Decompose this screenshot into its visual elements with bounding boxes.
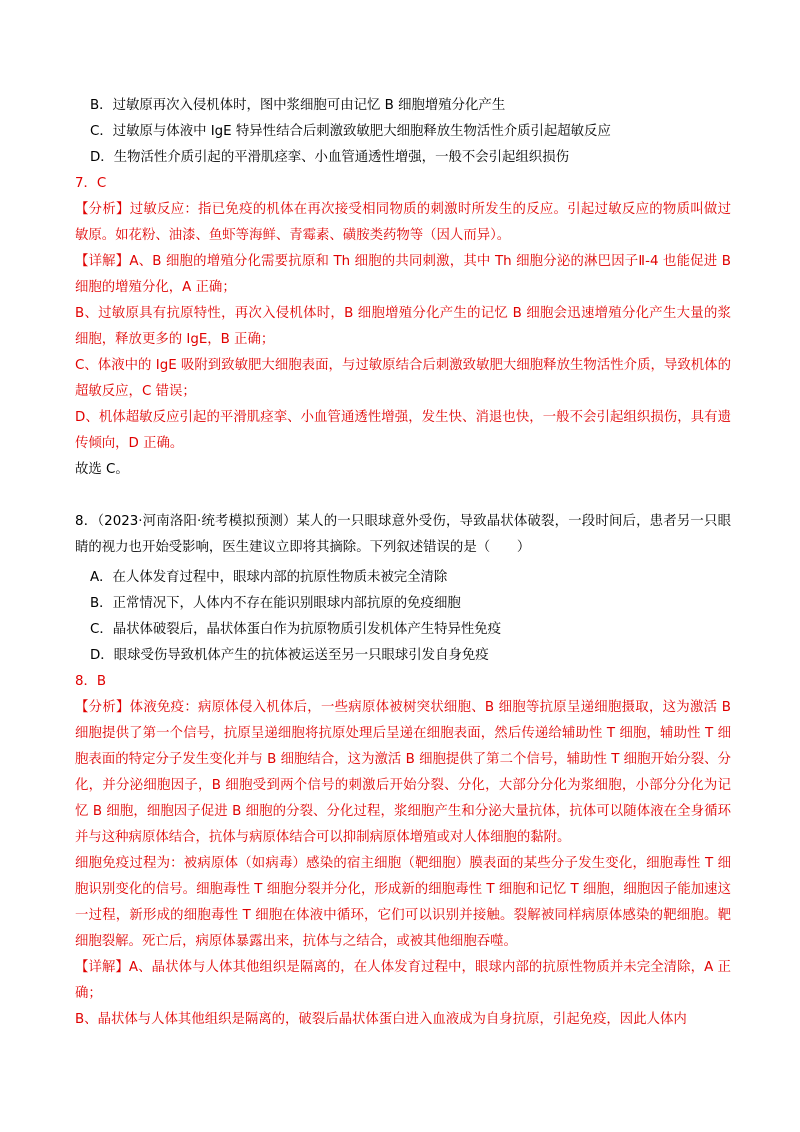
q8-option-c: C．晶状体破裂后，晶状体蛋白作为抗原物质引发机体产生特异性免疫 xyxy=(90,622,502,637)
answer-7-label: 7．C xyxy=(75,176,107,191)
answer-8-label: 8．B xyxy=(75,674,107,689)
answer-7-conclusion: 故选 C。 xyxy=(75,462,129,477)
q6-option-d: D．生物活性介质引起的平滑肌痉挛、小血管通透性增强，一般不会引起组织损伤 xyxy=(90,150,569,165)
q8-option-b: B．正常情况下，人体内不存在能识别眼球内部抗原的免疫细胞 xyxy=(90,596,461,611)
q6-option-c: C．过敏原与体液中 IgE 特异性结合后刺激致敏肥大细胞释放生物活性介质引起超敏反应 xyxy=(90,124,611,139)
question-8-stem xyxy=(75,509,731,561)
q8-option-d: D．眼球受伤导致机体产生的抗体被运送至另一只眼球引发自身免疫 xyxy=(90,648,489,663)
answer-7-detail-c: C、体液中的 IgE 吸附到致敏肥大细胞表面，与过敏原结合后刺激致敏肥大细胞释放生物活性介质，导致机体的超敏反应，C 错误； xyxy=(75,358,731,399)
question-8-stem-text: 8．（2023·河南洛阳·统考模拟预测）某人的一只眼球意外受伤，导致晶状体破裂，一段时间后，患者另一只眼睛的视力也开始受影响，医生建议立即将其摘除。下列叙述错误的是（ ） xyxy=(75,514,731,555)
q8-option-a: A．在人体发育过程中，眼球内部的抗原性物质未被完全清除 xyxy=(90,570,448,585)
answer-7-analysis: 【分析】过敏反应：指已免疫的机体在再次接受相同物质的刺激时所发生的反应。引起过敏反应的物质叫做过敏原。如花粉、油漆、鱼虾等海鲜、青霉素、磺胺类药物等（因人而异）。 xyxy=(75,202,731,243)
answer-7-detail-d: D、机体超敏反应引起的平滑肌痉挛、小血管通透性增强，发生快、消退也快，一般不会引起组织损伤，具有遗传倾向，D 正确。 xyxy=(75,410,731,451)
answer-7-detail-a: 【详解】A、B 细胞的增殖分化需要抗原和 Th 细胞的共同刺激，其中 Th 细胞分泌的淋巴因子Ⅱ-4 也能促进 B 细胞的增殖分化，A 正确； xyxy=(75,254,731,295)
answer-7-block xyxy=(75,171,731,483)
answer-8-detail-b: B、晶状体与人体其他组织是隔离的，破裂后晶状体蛋白进入血液成为自身抗原，引起免疫，因此人体内 xyxy=(75,1012,687,1027)
answer-8-block xyxy=(75,669,731,1033)
answer-8-analysis: 【分析】体液免疫：病原体侵入机体后，一些病原体被树突状细胞、B 细胞等抗原呈递细胞摄取，这为激活 B 细胞提供了第一个信号，抗原呈递细胞将抗原处理后呈递在细胞表面，然后传递给辅助性 T 细胞，辅助性 T 细胞表面的特定分子发生变化并与 B 细胞结合，这为激活 B 细胞提供了第二个信号，辅助性 T 细胞开始分裂、分化，并分泌细胞因子，B 细胞受到两个信号的刺激后开始分裂、分化，大部分分化为浆细胞，小部分分化为记忆 B 细胞，细胞因子促进 B 细胞的分裂、分化过程，浆细胞产生和分泌大量抗体，抗体可以随体液在全身循环并与这种病原体结合，抗体与病原体结合可以抑制病原体增殖或对人体细胞的黏附。 xyxy=(75,700,731,845)
answer-7-detail-b: B、过敏原具有抗原特性，再次入侵机体时，B 细胞增殖分化产生的记忆 B 细胞会迅速增殖分化产生大量的浆细胞，释放更多的 IgE，B 正确； xyxy=(75,306,731,347)
answer-8-cellular-immunity: 细胞免疫过程为：被病原体（如病毒）感染的宿主细胞（靶细胞）膜表面的某些分子发生变化，细胞毒性 T 细胞识别变化的信号。细胞毒性 T 细胞分裂并分化，形成新的细胞毒性 T 细胞和记忆 T 细胞，细胞因子能加速这一过程，新形成的细胞毒性 T 细胞在体液中循环，它们可以识别并接触。裂解被同样病原体感染的靶细胞。靶细胞裂解。死亡后，病原体暴露出来，抗体与之结合，或被其他细胞吞噬。 xyxy=(75,856,731,949)
q6-option-b: B．过敏原再次入侵机体时，图中浆细胞可由记忆 B 细胞增殖分化产生 xyxy=(90,98,506,113)
answer-8-detail-a: 【详解】A、晶状体与人体其他组织是隔离的，在人体发育过程中，眼球内部的抗原性物质并未完全清除，A 正确； xyxy=(75,960,731,1001)
